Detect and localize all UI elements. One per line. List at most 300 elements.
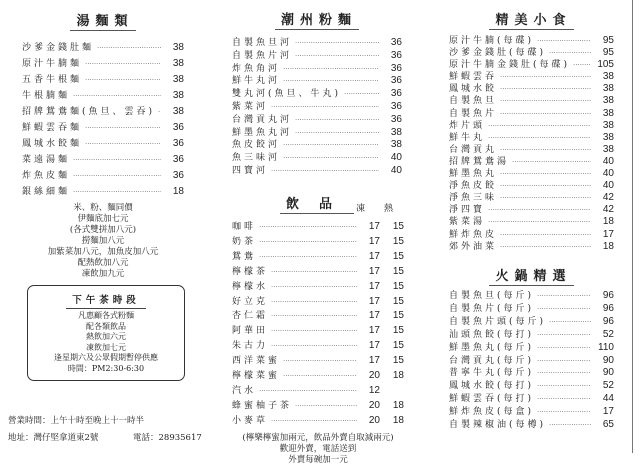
- cold-column-header: 凍: [356, 204, 366, 214]
- item-price: 36: [390, 113, 402, 125]
- leader-dots: [271, 325, 357, 339]
- hot-price: 15: [392, 295, 404, 307]
- item-price: 40: [602, 180, 614, 192]
- item-name: 阿華田: [232, 326, 269, 337]
- menu-item: [449, 132, 614, 144]
- cold-price: 17: [368, 325, 380, 337]
- item-price: 40: [602, 168, 614, 180]
- hot-price: 15: [392, 280, 404, 292]
- menu-item: [232, 127, 402, 140]
- menu-item: [22, 120, 184, 136]
- menu-item: [449, 355, 614, 368]
- cold-price: 12: [368, 384, 380, 396]
- hot-price: 15: [392, 310, 404, 322]
- item-name: 魚皮餃河: [232, 140, 281, 151]
- menu-item: [449, 156, 614, 168]
- item-name: 鮮墨魚丸(每斤): [449, 342, 535, 353]
- leader-dots: [271, 296, 357, 310]
- item-name: 自製魚片(每斤): [449, 303, 535, 314]
- item-price: 36: [172, 154, 184, 165]
- item-name: 汕頭魚餃(每打): [449, 329, 535, 340]
- cold-price: 20: [368, 414, 380, 426]
- item-price: 38: [602, 131, 614, 143]
- note-line: 配各類飲品: [86, 321, 126, 331]
- hot-price: 18: [392, 370, 404, 382]
- leader-dots: [537, 342, 591, 355]
- item-price: 18: [602, 216, 614, 228]
- note-line: 凍飲加九元: [81, 269, 125, 279]
- menu-item: [22, 56, 184, 72]
- item-price: 36: [172, 122, 184, 133]
- leader-dots: [549, 316, 591, 329]
- menu-item: [232, 37, 402, 50]
- snacks-section: [449, 9, 614, 253]
- menu-item: [449, 83, 614, 95]
- item-name: 小麥草: [232, 415, 269, 426]
- cold-price: 17: [368, 340, 380, 352]
- menu-item: [449, 329, 614, 342]
- leader-dots: [295, 400, 357, 414]
- leader-dots: [97, 41, 161, 56]
- item-name: 沙爹金錢肚麵: [22, 43, 95, 53]
- leader-dots: [271, 281, 357, 295]
- leader-dots: [500, 241, 591, 253]
- menu-item: [232, 280, 404, 295]
- leader-dots: [271, 340, 357, 354]
- hot-price: 15: [392, 340, 404, 352]
- menu-item: [22, 136, 184, 152]
- note-line: 米、粉、麵同價: [73, 203, 133, 213]
- note-line: 歡迎外賣，電話送到: [279, 443, 357, 454]
- leader-dots: [259, 236, 357, 250]
- item-price: 38: [390, 126, 402, 138]
- item-name: 自製魚片: [449, 108, 498, 119]
- item-price: 18: [602, 240, 614, 252]
- leader-dots: [271, 266, 357, 280]
- section-title: 潮州粉麵: [275, 9, 359, 30]
- menu-item: [449, 342, 614, 355]
- section-title: 精美小食: [489, 9, 573, 30]
- chiuchow-section: [232, 9, 402, 178]
- item-price: 65: [602, 419, 614, 431]
- item-name: 鳳城水餃麵: [22, 139, 83, 149]
- menu-item: [232, 399, 404, 414]
- item-name: 檸檬茶: [232, 266, 269, 277]
- item-name: 鮮炸魚皮: [449, 229, 498, 240]
- item-name: 西洋菜蜜: [232, 356, 281, 367]
- cold-price: 17: [368, 250, 380, 262]
- item-name: 原汁牛腩(每碟): [449, 36, 535, 46]
- note-line: 撈麵加八元: [81, 236, 125, 246]
- phone: 電話：28935617: [133, 433, 202, 443]
- item-price: 38: [602, 119, 614, 131]
- item-price: 17: [602, 406, 614, 418]
- leader-dots: [283, 139, 379, 152]
- item-name: 鮮墨魚丸河: [232, 127, 293, 138]
- leader-dots: [295, 114, 379, 127]
- item-price: 36: [390, 100, 402, 112]
- item-name: 鮮蝦雲吞(每打): [449, 394, 535, 405]
- menu-item: [22, 152, 184, 168]
- leader-dots: [271, 165, 379, 178]
- item-price: 90: [602, 367, 614, 379]
- item-name: 淨魚三味: [449, 193, 498, 204]
- menu-item: [449, 71, 614, 83]
- item-price: 95: [602, 47, 614, 59]
- leader-dots: [271, 310, 357, 324]
- item-name: 招牌鴛鴦麵(魚旦、雲吞): [22, 107, 156, 117]
- note-line: 配熱飲加八元: [77, 258, 129, 268]
- item-name: 鴛鴦: [232, 251, 257, 262]
- leader-dots: [344, 88, 379, 101]
- menu-item: [449, 229, 614, 241]
- menu-item: [232, 50, 402, 63]
- item-price: 17: [602, 228, 614, 240]
- leader-dots: [488, 216, 591, 228]
- leader-dots: [271, 101, 379, 114]
- hot-price: 15: [392, 221, 404, 232]
- menu-item: [232, 139, 402, 152]
- item-name: 檸檬水: [232, 281, 269, 292]
- item-name: 台灣貢丸: [449, 144, 498, 155]
- hot-price: 18: [392, 414, 404, 426]
- menu-item: [232, 339, 404, 354]
- item-price: 36: [390, 62, 402, 74]
- item-name: 原汁牛腩麵: [22, 59, 83, 69]
- menu-item: [22, 72, 184, 88]
- item-name: 牛根腩麵: [22, 91, 71, 101]
- item-name: 檸檬菜蜜: [232, 371, 281, 382]
- cold-price: 17: [368, 221, 380, 232]
- business-hours: 營業時間：上午十時至晚上十一時半: [8, 416, 145, 426]
- item-name: 五香牛根麵: [22, 75, 83, 85]
- item-name: 鳳城水餃(每打): [449, 381, 535, 392]
- leader-dots: [295, 37, 379, 50]
- leader-dots: [283, 152, 379, 165]
- item-name: 自製魚旦(每斤): [449, 291, 535, 301]
- item-price: 18: [172, 186, 184, 197]
- item-name: 紫菜河: [232, 101, 269, 112]
- note-line: 熱飲加六元: [86, 332, 126, 341]
- menu-item: [449, 316, 614, 329]
- item-name: 鮮牛丸: [449, 132, 486, 143]
- leader-dots: [537, 380, 591, 393]
- menu-item: [22, 168, 184, 184]
- hot-price: 15: [392, 265, 404, 277]
- item-price: 96: [602, 315, 614, 327]
- drinks-section: [232, 193, 404, 466]
- note-line: (檸樂檸蜜加兩元，飲品外賣自取減兩元): [242, 432, 394, 443]
- leader-dots: [259, 385, 357, 399]
- leader-dots: [537, 367, 591, 380]
- item-price: 110: [598, 341, 614, 353]
- item-price: 36: [390, 75, 402, 87]
- leader-dots: [488, 204, 591, 216]
- leader-dots: [537, 393, 591, 406]
- leader-dots: [73, 89, 161, 104]
- section-title: 飲品: [280, 193, 354, 214]
- cold-price: 17: [368, 280, 380, 292]
- menu-item: [232, 309, 404, 324]
- leader-dots: [500, 71, 591, 83]
- item-name: 淨魚皮餃: [449, 181, 498, 192]
- menu-item: [232, 63, 402, 76]
- hot-price: 15: [392, 235, 404, 247]
- menu-item: [449, 35, 614, 47]
- note-line: 凍飲加七元: [86, 342, 126, 352]
- menu-item: [232, 265, 404, 280]
- item-name: 炸魚皮麵: [22, 171, 71, 181]
- leader-dots: [549, 47, 591, 59]
- leader-dots: [537, 35, 591, 47]
- item-name: 自製魚旦: [449, 96, 498, 107]
- leader-dots: [573, 59, 591, 71]
- leader-dots: [259, 221, 357, 235]
- hotpot-section: [449, 265, 614, 432]
- leader-dots: [295, 127, 379, 140]
- item-name: 杏仁霜: [232, 311, 269, 322]
- item-name: 郊外油菜: [449, 241, 498, 252]
- item-name: 咖啡: [232, 222, 257, 232]
- item-name: 四寶河: [232, 165, 269, 176]
- item-name: 菜遠湯麵: [22, 155, 71, 165]
- menu-item: [232, 165, 402, 178]
- item-name: 炸片頭: [449, 120, 486, 131]
- note-line: (各式雙拼加八元): [69, 225, 137, 235]
- item-price: 44: [602, 393, 614, 405]
- item-price: 36: [172, 138, 184, 149]
- item-name: 鮮炸魚皮(每盒): [449, 407, 535, 418]
- menu-item: [449, 393, 614, 406]
- item-price: 38: [172, 58, 184, 69]
- item-name: 招牌鴛鴦湯: [449, 156, 510, 167]
- item-name: 原汁牛腩金錢肚(每碟): [449, 60, 571, 71]
- menu-item: [449, 144, 614, 156]
- item-name: 炸魚角河: [232, 63, 281, 74]
- hot-column-header: 熱: [384, 204, 394, 214]
- item-price: 36: [390, 49, 402, 61]
- item-price: 38: [602, 71, 614, 83]
- menu-item: [449, 380, 614, 393]
- item-name: 蜂蜜柚子茶: [232, 400, 293, 411]
- menu-item: [449, 290, 614, 303]
- item-name: 自製魚旦河: [232, 38, 293, 48]
- leader-dots: [259, 251, 357, 265]
- leader-dots: [295, 50, 379, 63]
- address: 地址：灣仔堅拿道東2號: [8, 433, 99, 443]
- item-name: 鮮蝦雲吞麵: [22, 123, 83, 133]
- item-name: 自製魚片河: [232, 50, 293, 61]
- section-title: 火鍋精選: [489, 265, 573, 286]
- menu-item: [232, 101, 402, 114]
- item-name: 好立克: [232, 296, 269, 307]
- menu-item: [232, 114, 402, 127]
- leader-dots: [500, 180, 591, 192]
- leader-dots: [85, 121, 161, 136]
- menu-item: [449, 120, 614, 132]
- item-price: 40: [602, 155, 614, 167]
- item-price: 38: [172, 42, 184, 53]
- leader-dots: [283, 355, 357, 369]
- cold-price: 17: [368, 310, 380, 322]
- afternoon-tea-title: 下午茶時段: [66, 292, 146, 309]
- item-name: 鮮牛丸河: [232, 76, 281, 87]
- leader-dots: [271, 415, 357, 429]
- item-price: 38: [172, 90, 184, 101]
- hot-price: 15: [392, 355, 404, 367]
- leader-dots: [512, 156, 591, 168]
- item-price: 36: [390, 88, 402, 100]
- note-line: 加紫菜加八元，加魚皮加八元: [47, 247, 159, 257]
- leader-dots: [85, 73, 161, 88]
- leader-dots: [500, 192, 591, 204]
- item-name: 魚三味河: [232, 153, 281, 164]
- leader-dots: [500, 168, 591, 180]
- menu-item: [449, 419, 614, 432]
- cold-price: 17: [368, 265, 380, 277]
- page-edge-line: [632, 0, 633, 453]
- menu-item: [449, 216, 614, 228]
- item-name: 鳳城水餃: [449, 84, 498, 95]
- menu-item: [449, 204, 614, 216]
- leader-dots: [537, 329, 591, 342]
- leader-dots: [488, 120, 591, 132]
- leader-dots: [500, 108, 591, 120]
- leader-dots: [73, 153, 161, 168]
- item-name: 朱古力: [232, 341, 269, 352]
- leader-dots: [73, 169, 161, 184]
- cold-price: 20: [368, 370, 380, 382]
- menu-item: [449, 406, 614, 419]
- menu-item: [449, 168, 614, 180]
- note-line: 逢星期六及公眾假期暫停供應: [54, 353, 158, 362]
- item-price: 96: [602, 290, 614, 301]
- item-name: 奶茶: [232, 236, 257, 247]
- menu-item: [232, 384, 404, 399]
- menu-item: [232, 220, 404, 235]
- leader-dots: [283, 63, 379, 76]
- leader-dots: [500, 95, 591, 107]
- item-name: 普寧牛丸(每斤): [449, 368, 535, 379]
- note-line: 時間：PM2:30-6:30: [67, 363, 145, 373]
- menu-item: [449, 367, 614, 380]
- menu-item: [232, 250, 404, 265]
- leader-dots: [549, 419, 591, 432]
- item-name: 沙爹金錢肚(每碟): [449, 48, 547, 59]
- leader-dots: [488, 132, 591, 144]
- leader-dots: [537, 406, 591, 419]
- menu-item: [232, 414, 404, 429]
- item-name: 紫菜湯: [449, 217, 486, 228]
- menu-item: [232, 88, 402, 101]
- item-price: 36: [172, 170, 184, 181]
- menu-item: [232, 75, 402, 88]
- menu-item: [449, 241, 614, 253]
- cold-price: 17: [368, 235, 380, 247]
- hot-price: 18: [392, 399, 404, 411]
- hot-price: 15: [392, 250, 404, 262]
- menu-item: [232, 152, 402, 165]
- note-line: 外賣每碗加一元: [288, 454, 348, 465]
- soup-noodles-section: [22, 10, 184, 280]
- section-title: 湯麵類: [70, 10, 135, 31]
- leader-dots: [283, 75, 379, 88]
- item-price: 36: [390, 37, 402, 48]
- menu-item: [449, 95, 614, 107]
- item-price: 42: [602, 204, 614, 216]
- item-name: 台灣貢丸河: [232, 114, 293, 125]
- item-price: 52: [602, 380, 614, 392]
- item-price: 52: [602, 328, 614, 340]
- menu-item: [22, 40, 184, 56]
- item-price: 90: [602, 354, 614, 366]
- menu-item: [232, 354, 404, 369]
- item-price: 40: [390, 164, 402, 176]
- leader-dots: [537, 355, 591, 368]
- menu-item: [22, 104, 184, 120]
- item-price: 96: [602, 302, 614, 314]
- cold-price: 17: [368, 295, 380, 307]
- item-name: 汽水: [232, 385, 257, 396]
- leader-dots: [283, 370, 357, 384]
- leader-dots: [73, 185, 161, 200]
- leader-dots: [85, 137, 161, 152]
- item-name: 自製辣椒油(每樽): [449, 420, 547, 431]
- menu-item: [232, 295, 404, 310]
- menu-item: [232, 324, 404, 339]
- cold-price: 17: [368, 355, 380, 367]
- hot-price: 15: [392, 325, 404, 337]
- item-price: 95: [602, 35, 614, 46]
- item-price: 38: [602, 107, 614, 119]
- menu-item: [449, 180, 614, 192]
- item-price: 105: [597, 59, 614, 71]
- item-name: 銀絲細麵: [22, 187, 71, 197]
- menu-item: [449, 303, 614, 316]
- item-price: 38: [172, 106, 184, 117]
- item-price: 38: [172, 74, 184, 85]
- item-price: 40: [390, 152, 402, 164]
- item-name: 鮮蝦雲吞: [449, 72, 498, 83]
- item-price: 38: [390, 139, 402, 151]
- afternoon-tea-box: [27, 285, 185, 381]
- item-price: 42: [602, 192, 614, 204]
- item-name: 台灣貢丸(每斤): [449, 355, 535, 366]
- leader-dots: [158, 105, 161, 120]
- item-name: 淨四寶: [449, 205, 486, 216]
- note-line: 凡惠顧各式粉麵: [78, 311, 134, 320]
- leader-dots: [537, 303, 591, 316]
- menu-item: [22, 184, 184, 200]
- menu-item: [449, 59, 614, 71]
- leader-dots: [85, 57, 161, 72]
- menu-item: [449, 192, 614, 204]
- item-price: 38: [602, 83, 614, 95]
- item-name: 鮮墨魚丸: [449, 169, 498, 180]
- note-line: 伊麵底加七元: [77, 214, 129, 224]
- leader-dots: [500, 144, 591, 156]
- menu-item: [449, 108, 614, 120]
- menu-item: [22, 88, 184, 104]
- item-name: 雙丸河(魚旦、牛丸): [232, 89, 342, 100]
- menu-item: [449, 47, 614, 59]
- leader-dots: [500, 83, 591, 95]
- leader-dots: [500, 229, 591, 241]
- menu-item: [232, 235, 404, 250]
- cold-price: 20: [368, 399, 380, 411]
- menu-item: [232, 369, 404, 384]
- item-price: 38: [602, 143, 614, 155]
